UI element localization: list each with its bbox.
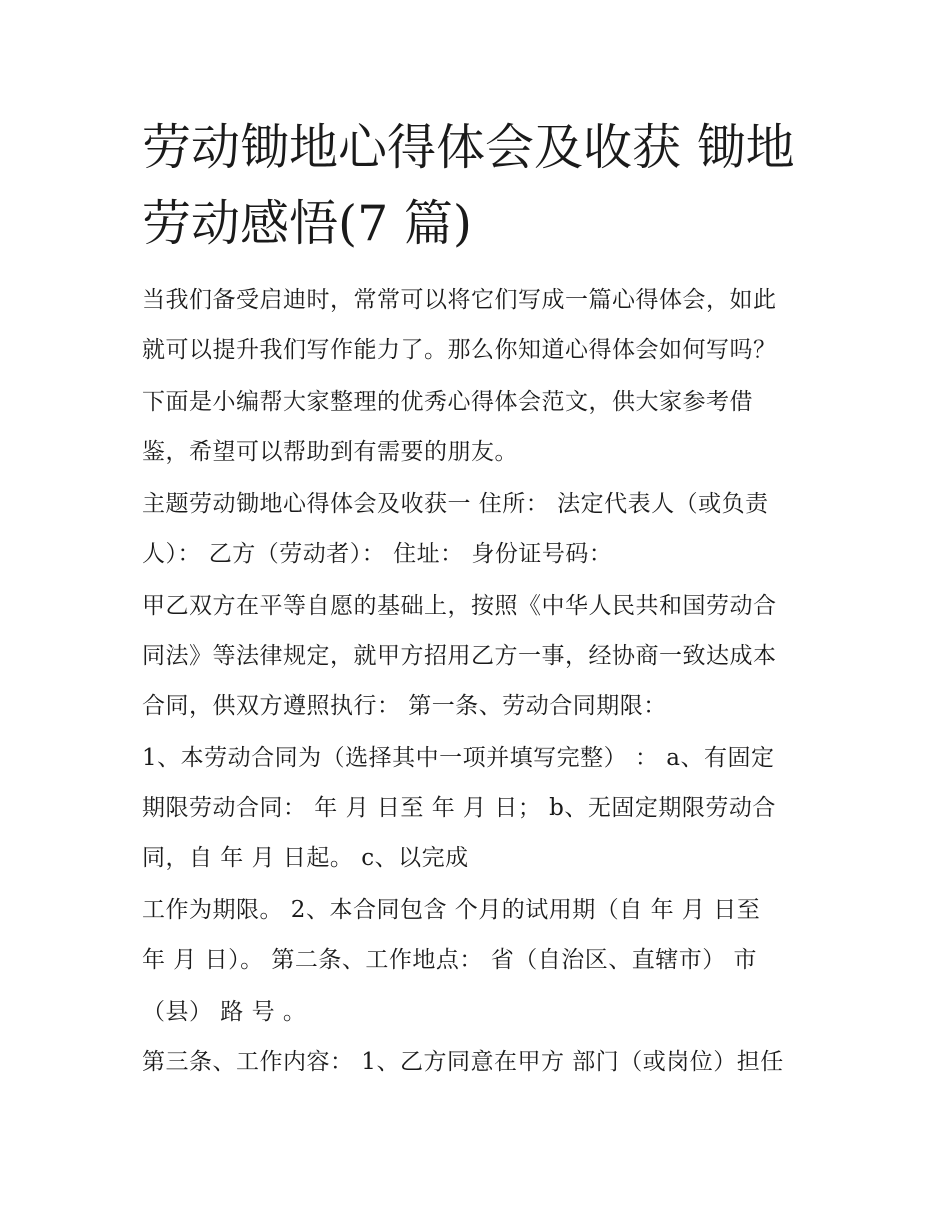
paragraph-line-14: 年 月 日）。 第二条、工作地点： 省（自治区、直辖市） 市 [142, 947, 758, 973]
paragraph-line-16: 第三条、工作内容： 1、乙方同意在甲方 部门（或岗位）担任 [142, 1049, 784, 1075]
paragraph-line-9: 合同，供双方遵照执行： 第一条、劳动合同期限： [142, 693, 667, 719]
document-title-line-1: 劳动锄地心得体会及收获 锄地 [142, 119, 795, 176]
paragraph-line-2: 就可以提升我们写作能力了。那么你知道心得体会如何写吗？ [142, 337, 777, 363]
paragraph-line-4: 鉴，希望可以帮助到有需要的朋友。 [142, 439, 518, 465]
paragraph-line-10: 1、本劳动合同为（选择其中一项并填写完整） ： a、有固定 [142, 745, 775, 771]
paragraph-line-5: 主题劳动锄地心得体会及收获一 住所： 法定代表人（或负责 [142, 491, 769, 517]
paragraph-line-11: 期限劳动合同： 年 月 日至 年 月 日； b、无固定期限劳动合 [142, 795, 776, 821]
paragraph-line-3: 下面是小编帮大家整理的优秀心得体会范文，供大家参考借 [142, 389, 753, 415]
paragraph-line-13: 工作为期限。 2、本合同包含 个月的试用期（自 年 月 日至 [142, 897, 761, 923]
paragraph-line-8: 同法》等法律规定，就甲方招用乙方一事，经协商一致达成本 [142, 643, 777, 669]
paragraph-line-6: 人）： 乙方（劳动者）： 住址： 身份证号码： [142, 541, 613, 567]
document-title-line-2: 劳动感悟(7 篇) [142, 195, 472, 252]
paragraph-line-7: 甲乙双方在平等自愿的基础上，按照《中华人民共和国劳动合 [142, 593, 777, 619]
paragraph-line-15: （县） 路 号 。 [142, 999, 307, 1025]
paragraph-line-1: 当我们备受启迪时，常常可以将它们写成一篇心得体会，如此 [142, 287, 777, 313]
paragraph-line-12: 同，自 年 月 日起。 c、以完成 [142, 845, 469, 871]
